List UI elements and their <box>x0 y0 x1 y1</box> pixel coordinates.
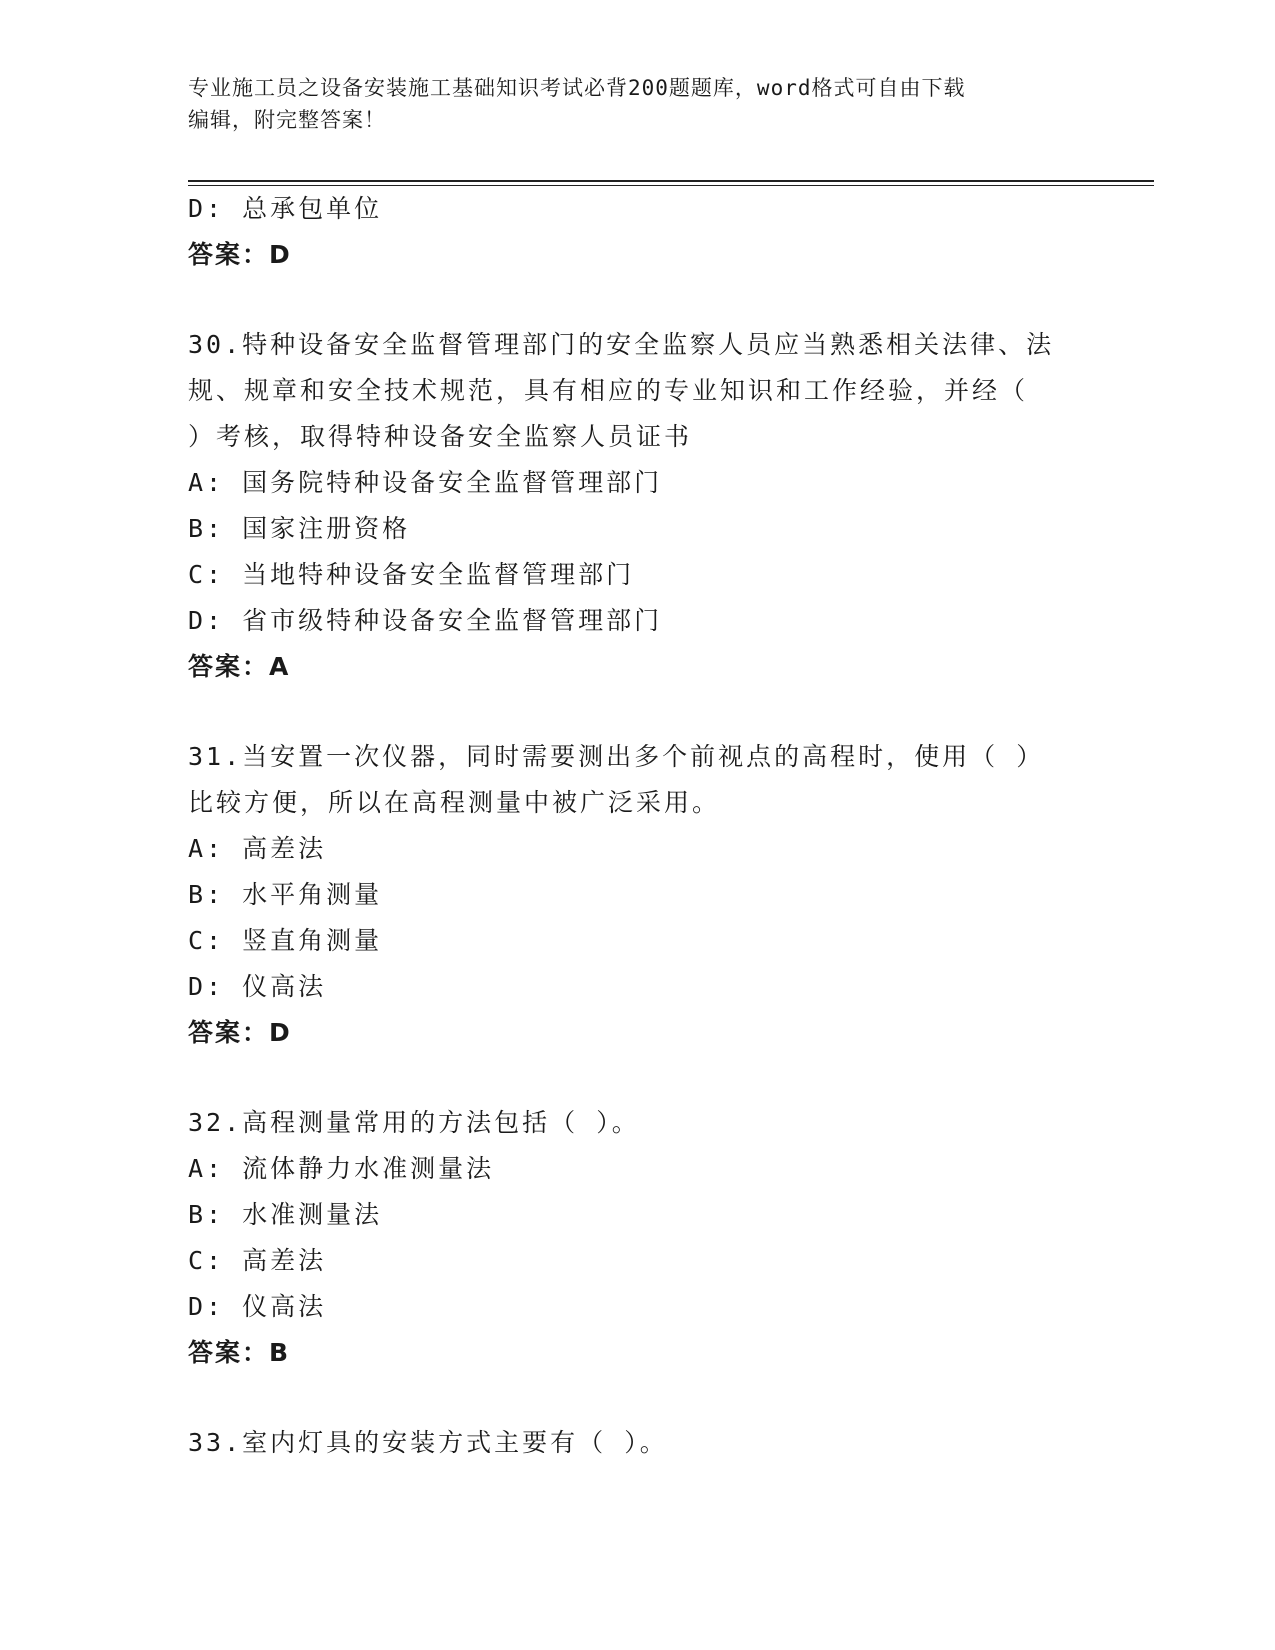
option-d: D: 仪高法 <box>188 1292 327 1321</box>
question-text-line: 30.特种设备安全监督管理部门的安全监察人员应当熟悉相关法律、法 <box>188 330 1055 359</box>
option-d: D: 总承包单位 <box>188 194 383 223</box>
answer-line: 答案：B <box>188 1338 291 1367</box>
header-title-line-1: 专业施工员之设备安装施工基础知识考试必背200题题库，word格式可自由下载 <box>188 76 966 100</box>
option-a: A: 高差法 <box>188 834 327 863</box>
option-d: D: 仪高法 <box>188 972 327 1001</box>
question-text-line: 33.室内灯具的安装方式主要有（ ）。 <box>188 1428 668 1457</box>
option-c: C: 当地特种设备安全监督管理部门 <box>188 560 635 589</box>
option-a: A: 国务院特种设备安全监督管理部门 <box>188 468 663 497</box>
question-text-line: 31.当安置一次仪器，同时需要测出多个前视点的高程时，使用（ ） <box>188 742 1045 771</box>
header-title-line-2: 编辑，附完整答案！ <box>188 108 386 132</box>
option-c: C: 竖直角测量 <box>188 926 383 955</box>
answer-line: 答案：D <box>188 240 292 269</box>
question-33 <box>188 1420 1088 1466</box>
question-text-line: 规、规章和安全技术规范，具有相应的专业知识和工作经验，并经（ <box>188 376 1029 405</box>
option-c: C: 高差法 <box>188 1246 327 1275</box>
question-text-line: 比较方便，所以在高程测量中被广泛采用。 <box>188 788 721 817</box>
question-31 <box>188 734 1088 1056</box>
question-32 <box>188 1100 1088 1376</box>
spacer <box>188 1056 1088 1100</box>
document-header <box>188 72 1088 136</box>
previous-question-tail <box>188 186 1088 278</box>
spacer <box>188 1376 1088 1420</box>
answer-line: 答案：D <box>188 1018 292 1047</box>
option-b: B: 水准测量法 <box>188 1200 383 1229</box>
option-d: D: 省市级特种设备安全监督管理部门 <box>188 606 663 635</box>
question-text-line: ）考核，取得特种设备安全监察人员证书 <box>188 422 693 451</box>
question-text-line: 32.高程测量常用的方法包括（ ）。 <box>188 1108 640 1137</box>
header-divider-thick <box>188 180 1154 182</box>
option-b: B: 水平角测量 <box>188 880 383 909</box>
option-a: A: 流体静力水准测量法 <box>188 1154 495 1183</box>
option-b: B: 国家注册资格 <box>188 514 411 543</box>
spacer <box>188 690 1088 734</box>
question-list <box>188 186 1088 1466</box>
answer-line: 答案：A <box>188 652 291 681</box>
question-30 <box>188 322 1088 690</box>
spacer <box>188 278 1088 322</box>
